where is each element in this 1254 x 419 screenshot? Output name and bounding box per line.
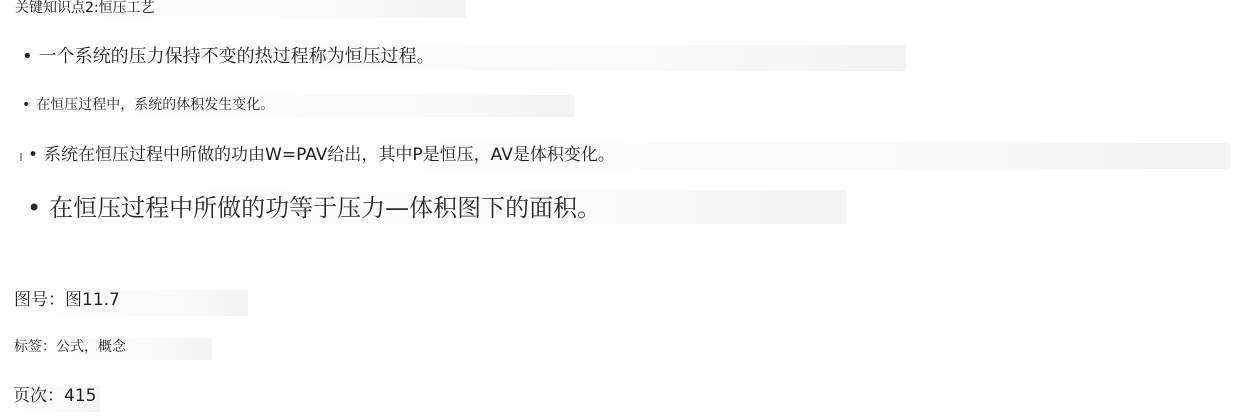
bullet-icon: • bbox=[22, 97, 31, 113]
tags-label: 标签：公式，概念 bbox=[14, 339, 126, 355]
bullet-point-4 bbox=[27, 196, 601, 220]
bullet-point-2 bbox=[22, 98, 274, 112]
bullet-point-1 bbox=[22, 48, 435, 66]
figure-number: 图号：图11.7 bbox=[14, 290, 120, 310]
bullet-point-text: 在恒压过程中，系统的体积发生变化。 bbox=[36, 97, 275, 113]
bullet-point-text: 一个系统的压力保持不变的热过程称为恒压过程。 bbox=[38, 46, 435, 67]
bullet-point-text: 系统在恒压过程中所做的功由W=PAV给出，其中P是恒压，AV是体积变化。 bbox=[44, 145, 615, 165]
page-title: 关键知识点2:恒压工艺 bbox=[15, 0, 155, 16]
bullet-icon: • bbox=[22, 46, 33, 67]
bullet-icon: • bbox=[28, 145, 39, 165]
bullet-point-3 bbox=[28, 147, 615, 164]
bullet-point-text: 在恒压过程中所做的功等于压力—体积图下的面积。 bbox=[49, 194, 602, 222]
bullet-icon: • bbox=[27, 194, 42, 222]
page-number: 页次：415 bbox=[13, 386, 97, 406]
margin-tick-mark bbox=[20, 153, 22, 161]
